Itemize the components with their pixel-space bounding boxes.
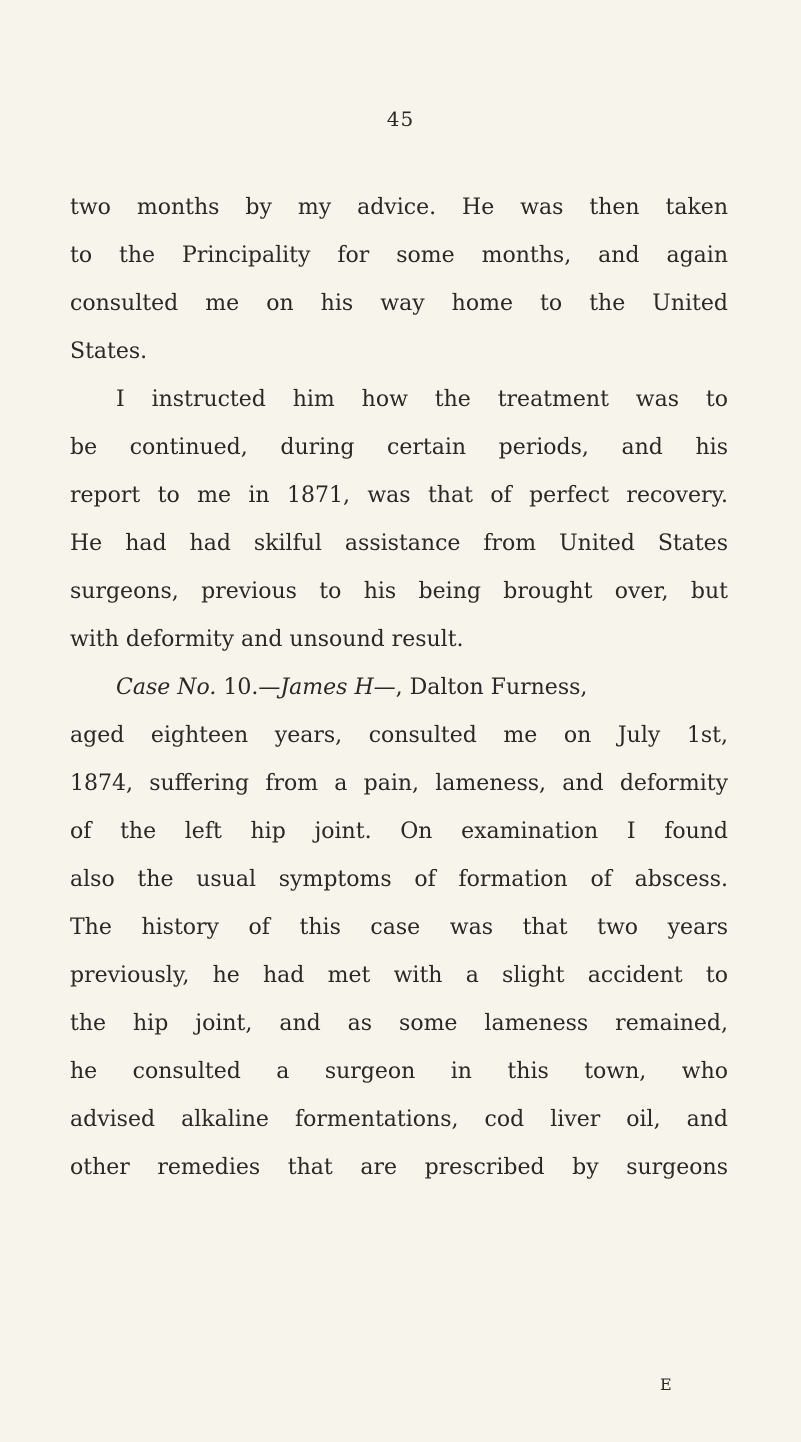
text-line: He had had skilful assistance from United States (70, 531, 728, 556)
text-line: other remedies that are prescribed by surgeons (70, 1155, 728, 1180)
text-line: surgeons, previous to his being brought over, but (70, 579, 728, 604)
text-line: consulted me on his way home to the United (70, 291, 728, 316)
text-line: to the Principality for some months, and again (70, 243, 728, 268)
signature-mark: E (660, 1375, 672, 1394)
text-line: he consulted a surgeon in this town, who (70, 1059, 728, 1084)
text-line: I instructed him how the treatment was to (116, 387, 728, 412)
text-line: the hip joint, and as some lameness remained, (70, 1011, 728, 1036)
text-line: of the left hip joint. On examination I found (70, 819, 728, 844)
text-line: The history of this case was that two years (70, 915, 728, 940)
text-line: be continued, during certain periods, and his (70, 435, 728, 460)
text-line: previously, he had met with a slight accident to (70, 963, 728, 988)
text-line: aged eighteen years, consulted me on July 1st, (70, 723, 728, 748)
text-line: advised alkaline formentations, cod liver oil, and (70, 1107, 728, 1132)
text-line: States. (70, 339, 148, 364)
patient-name: James H— (280, 675, 396, 700)
case-location: , Dalton Furness, (395, 675, 588, 700)
case-heading-line (116, 673, 728, 703)
text-line: report to me in 1871, was that of perfect recovery. (70, 483, 728, 508)
text-line: with deformity and unsound result. (70, 627, 464, 652)
case-number: 10.— (223, 675, 281, 700)
case-label: Case No. (116, 675, 217, 700)
text-line: 1874, suffering from a pain, lameness, and deformity (70, 771, 728, 796)
text-line: two months by my advice. He was then taken (70, 195, 728, 220)
text-line: also the usual symptoms of formation of abscess. (70, 867, 728, 892)
page-number: 45 (386, 107, 415, 131)
